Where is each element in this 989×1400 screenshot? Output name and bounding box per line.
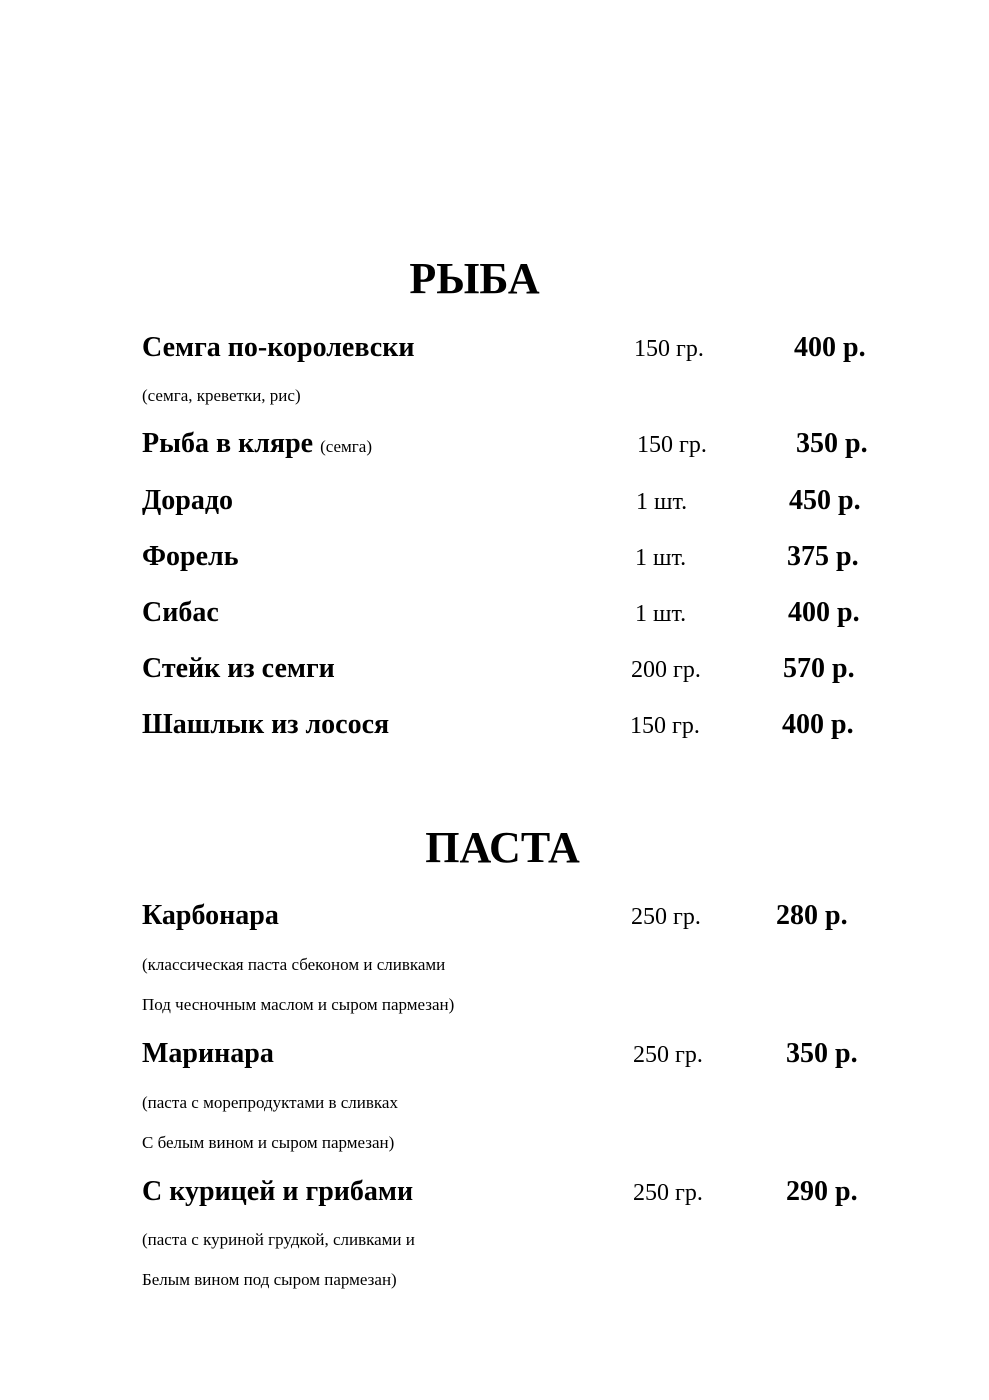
menu-item-price: 290 р. xyxy=(786,1176,858,1207)
menu-item-name: Семга по-королевски xyxy=(142,332,415,363)
section-title-fish: РЫБА xyxy=(409,254,540,303)
menu-item-name: Дорадо xyxy=(142,485,233,516)
menu-item-name: С курицей и грибами xyxy=(142,1176,414,1207)
menu-item-price: 400 р. xyxy=(794,332,866,363)
menu-item-price: 350 р. xyxy=(786,1038,858,1069)
menu-item-weight: 200 гр. xyxy=(631,657,701,683)
menu-item-note: (семга) xyxy=(320,437,372,456)
menu-item-weight: 150 гр. xyxy=(634,336,704,362)
menu-item-price: 350 р. xyxy=(796,428,868,459)
menu-item-weight: 250 гр. xyxy=(631,904,701,930)
menu-item-name: Карбонара xyxy=(142,900,279,931)
menu-item-name-row xyxy=(142,427,372,464)
menu-item-weight: 1 шт. xyxy=(635,545,687,571)
menu-item-description: Под чесночным маслом и сыром пармезан) xyxy=(142,995,455,1014)
menu-item-description: Белым вином под сыром пармезан) xyxy=(142,1270,397,1289)
menu-item-description: С белым вином и сыром пармезан) xyxy=(142,1133,395,1152)
menu-item-name: Шашлык из лосося xyxy=(142,709,390,740)
menu-item-price: 280 р. xyxy=(776,900,848,931)
menu-item-weight: 1 шт. xyxy=(636,489,688,515)
section-title-pasta: ПАСТА xyxy=(425,823,580,872)
menu-item-description: (семга, креветки, рис) xyxy=(142,386,301,405)
menu-item-name: Форель xyxy=(142,541,239,572)
menu-item-weight: 250 гр. xyxy=(633,1042,703,1068)
menu-item-price: 570 р. xyxy=(783,653,855,684)
menu-item-description: (классическая паста сбеконом и сливками xyxy=(142,955,446,974)
menu-item-description: (паста с морепродуктами в сливках xyxy=(142,1093,398,1112)
menu-item-price: 400 р. xyxy=(782,709,854,740)
menu-item-weight: 250 гр. xyxy=(633,1180,703,1206)
menu-item-name: Стейк из семги xyxy=(142,653,335,684)
menu-item-name: Сибас xyxy=(142,597,219,628)
menu-item-name: Рыба в кляре xyxy=(142,428,314,459)
menu-item-price: 375 р. xyxy=(787,541,859,572)
menu-item-weight: 150 гр. xyxy=(630,713,700,739)
menu-item-weight: 1 шт. xyxy=(635,601,687,627)
menu-item-description: (паста с куриной грудкой, сливками и xyxy=(142,1230,415,1249)
menu-item-price: 400 р. xyxy=(788,597,860,628)
menu-item-name: Маринара xyxy=(142,1038,274,1069)
menu-item-weight: 150 гр. xyxy=(637,432,707,458)
menu-item-price: 450 р. xyxy=(789,485,861,516)
